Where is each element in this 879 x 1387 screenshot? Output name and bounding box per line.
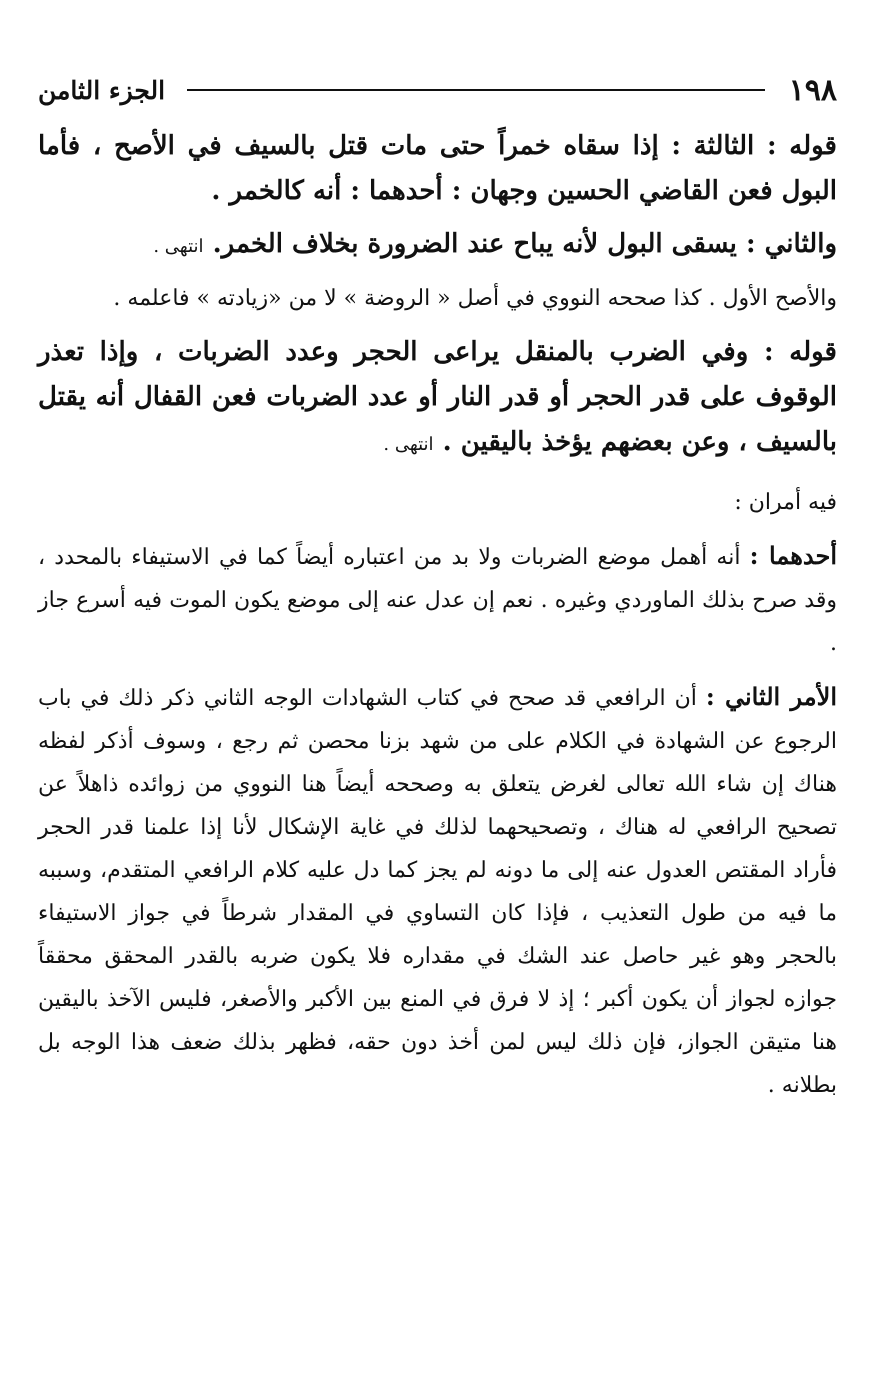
body-paragraph-3 xyxy=(38,534,837,665)
body-paragraph-2 xyxy=(38,481,837,524)
quote-end-marker: انتهى . xyxy=(153,236,204,257)
quote-paragraph-3 xyxy=(38,330,837,467)
quote-paragraph-1 xyxy=(38,124,837,214)
paragraph-lead: الأمر الثاني : xyxy=(705,682,837,711)
body-paragraph-1 xyxy=(38,277,837,320)
running-head: الجزء الثامن xyxy=(38,75,166,105)
quote-paragraph-2 xyxy=(38,222,837,269)
page-number: ١٩٨ xyxy=(788,72,837,108)
quote-text: قوله : الثالثة : إذا سقاه خمراً حتى مات قتل بالسيف في الأصح ، فأما البول فعن القاضي الحسين وجهان : أحدهما : أنه كالخمر . xyxy=(38,131,837,206)
quote-text: والثاني : يسقى البول لأنه يباح عند الضرورة بخلاف الخمر. xyxy=(212,229,837,259)
page-header xyxy=(38,70,837,110)
body-text: أنه أهمل موضع الضربات ولا بد من اعتباره أيضاً كما في الاستيفاء بالمحدد ، وقد صرح بذلك الماوردي وغيره . نعم إن عدل عنه إلى موضع يكون الموت فيه أسرع جاز . xyxy=(38,545,837,656)
quote-end-marker: انتهى . xyxy=(383,434,434,455)
body-text: أن الرافعي قد صحح في كتاب الشهادات الوجه الثاني ذكر ذلك في باب الرجوع عن الشهادة في الكلام على من شهد بزنا محصن ثم رجع ، وسوف أذكر لفظه هناك إن شاء الله تعالى لغرض يتعلق به وصححه أيضاً هنا النووي من زوائده ذاهلاً عن تصحيح الرافعي له هناك ، وتصحيحهما لذلك في غاية الإشكال لأنا إذا علمنا قدر الحجر فأراد المقتص العدول عنه إلى ما دونه لم يجز كما دل عليه كلام الرافعي المتقدم، وسببه ما فيه من طول التعذيب ، فإذا كان التساوي في المقدار شرطاً في جواز الاستيفاء بالحجر وهو غير حاصل عند الشك في مقداره فلا يكون ضربه بالقدر المحقق محققاً جوازه لجواز أن يكون أكبر ؛ إذ لا فرق في المنع بين الأكبر والأصغر، فليس الآخذ باليقين هنا متيقن الجواز، فإن ذلك ليس لمن أخذ دون حقه، فظهر بذلك ضعف هذا الوجه بل بطلانه . xyxy=(38,686,837,1098)
quote-text: قوله : وفي الضرب بالمنقل يراعى الحجر وعدد الضربات ، وإذا تعذر الوقوف على قدر الحجر أو قدر النار أو عدد الضربات فعن القفال أنه يقتل بالسيف ، وعن بعضهم يؤخذ باليقين . xyxy=(38,337,837,457)
body-paragraph-4 xyxy=(38,675,837,1107)
body-text: فيه أمران : xyxy=(734,490,837,515)
paragraph-lead: أحدهما : xyxy=(749,541,837,570)
body-text: والأصح الأول . كذا صححه النووي في أصل « الروضة » لا من «زيادته » فاعلمه . xyxy=(113,286,837,311)
header-rule xyxy=(187,89,765,91)
